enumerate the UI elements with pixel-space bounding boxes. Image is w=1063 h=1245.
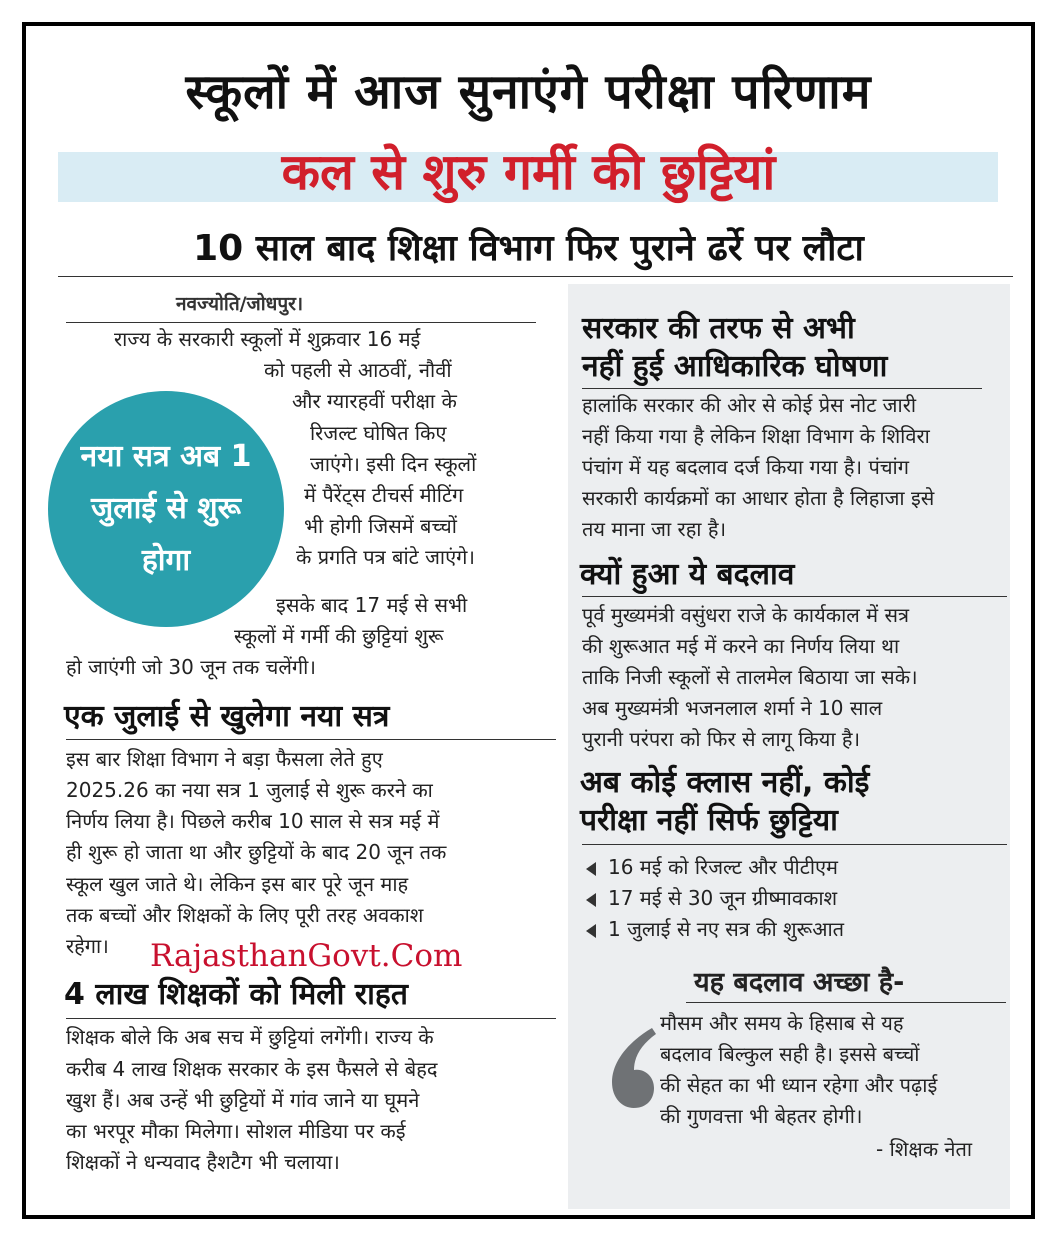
section-text-line: 2025.26 का नया सत्र 1 जुलाई से शुरू करने का <box>66 778 433 802</box>
headline-secondary: कल से शुरु गर्मी की छुट्टियां <box>281 143 776 201</box>
section-title: एक जुलाई से खुलेगा नया सत्र <box>64 699 390 734</box>
divider-rule <box>66 1018 556 1019</box>
divider-rule <box>582 844 1007 845</box>
list-item <box>586 914 1006 945</box>
intro-text-line: इसके बाद 17 मई से सभी <box>276 593 468 617</box>
circle-text: नया सत्र अब 1 जुलाई से शुरू होगा <box>80 439 252 578</box>
divider-rule <box>686 1002 1006 1003</box>
intro-text-line: हो जाएंगी जो 30 जून तक चलेंगी। <box>66 655 316 679</box>
section-title: नहीं हुई आधिकारिक घोषणा <box>582 349 888 384</box>
subheadline: 10 साल बाद शिक्षा विभाग फिर पुराने ढर्रे पर लौटा <box>193 228 864 269</box>
section-text-line: इस बार शिक्षा विभाग ने बड़ा फैसला लेते हुए <box>66 747 383 771</box>
list-item <box>586 852 1006 883</box>
list-item <box>586 883 1006 914</box>
intro-text-line: भी होगी जिसमें बच्चों <box>304 514 457 538</box>
section-title: अब कोई क्लास नहीं, कोई <box>580 765 870 800</box>
sidebar-text-line: अब मुख्यमंत्री भजनलाल शर्मा ने 10 साल <box>582 696 883 720</box>
headline-main: स्कूलों में आज सुनाएंगे परीक्षा परिणाम <box>185 64 872 120</box>
divider-rule <box>582 388 982 389</box>
quote-text-line: बदलाव बिल्कुल सही है। इससे बच्चों <box>660 1042 920 1066</box>
divider-rule <box>66 322 536 323</box>
section-text-line: ही शुरू हो जाता था और छुट्टियों के बाद 20 जून तक <box>66 840 447 864</box>
intro-text-line: को पहली से आठवीं, नौवीं <box>264 358 452 382</box>
section-text-line: निर्णय लिया है। पिछले करीब 10 साल से सत्र मई में <box>66 809 440 833</box>
quote-text-line: मौसम और समय के हिसाब से यह <box>660 1011 904 1035</box>
dateline: नवज्योति/जोधपुर। <box>176 293 304 315</box>
sidebar-text-line: नहीं किया गया है लेकिन शिक्षा विभाग के शिविरा <box>582 424 930 448</box>
list-item-text: 17 मई से 30 जून ग्रीष्मावकाश <box>608 886 838 910</box>
divider-rule <box>66 739 556 740</box>
sidebar-text-line: पुरानी परंपरा को फिर से लागू किया है। <box>582 727 861 751</box>
highlight-circle <box>48 391 284 627</box>
sidebar-text-line: हालांकि सरकार की ओर से कोई प्रेस नोट जारी <box>582 393 917 417</box>
intro-text-line: राज्य के सरकारी स्कूलों में शुक्रवार 16 मई <box>114 327 421 351</box>
sidebar-text-line: सरकारी कार्यक्रमों का आधार होता है लिहाजा इसे <box>582 486 935 510</box>
sidebar-text-line: की शुरूआत मई में करने का निर्णय लिया था <box>582 634 900 658</box>
intro-text-line: में पैरेंट्स टीचर्स मीटिंग <box>304 483 464 507</box>
quote-title: यह बदलाव अच्छा है- <box>694 967 905 998</box>
divider-rule <box>582 596 1007 597</box>
triangle-bullet-icon <box>586 924 596 938</box>
intro-text-line: के प्रगति पत्र बांटे जाएंगे। <box>296 545 476 569</box>
section-text-line: खुश हैं। अब उन्हें भी छुट्टियों में गांव जाने या घूमने <box>66 1088 420 1112</box>
triangle-bullet-icon <box>586 862 596 876</box>
intro-text-line: और ग्यारहवीं परीक्षा के <box>292 389 457 413</box>
triangle-bullet-icon <box>586 893 596 907</box>
section-text-line: का भरपूर मौका मिलेगा। सोशल मीडिया पर कई <box>66 1119 406 1143</box>
intro-text-line: जाएंगे। इसी दिन स्कूलों <box>310 452 477 476</box>
section-title: परीक्षा नहीं सिर्फ छुट्टिया <box>580 803 838 838</box>
intro-text-line: स्कूलों में गर्मी की छुट्टियां शुरू <box>234 624 444 648</box>
quote-text-line: की गुणवत्ता भी बेहतर होगी। <box>660 1104 863 1128</box>
intro-text-line: रिजल्ट घोषित किए <box>310 421 447 445</box>
section-title: क्यों हुआ ये बदलाव <box>580 557 795 592</box>
sidebar-text-line: ताकि निजी स्कूलों से तालमेल बिठाया जा सके। <box>582 665 918 689</box>
section-text-line: रहेगा। <box>66 934 109 958</box>
section-text-line: स्कूल खुल जाते थे। लेकिन इस बार पूरे जून माह <box>66 872 409 896</box>
sidebar-text-line: पंचांग में यह बदलाव दर्ज किया गया है। पंचांग <box>582 455 909 479</box>
list-item-text: 16 मई को रिजल्ट और पीटीएम <box>608 855 839 879</box>
sidebar-text-line: पूर्व मुख्यमंत्री वसुंधरा राजे के कार्यकाल में सत्र <box>582 603 910 627</box>
section-text-line: तक बच्चों और शिक्षकों के लिए पूरी तरह अवकाश <box>66 903 424 927</box>
newspaper-clipping <box>22 22 1035 1219</box>
sidebar-text-line: तय माना जा रहा है। <box>582 517 727 541</box>
watermark: RajasthanGovt.Com <box>150 938 463 974</box>
list-item-text: 1 जुलाई से नए सत्र की शुरूआत <box>608 917 845 941</box>
section-title: 4 लाख शिक्षकों को मिली राहत <box>64 977 408 1012</box>
section-text-line: शिक्षकों ने धन्यवाद हैशटैग भी चलाया। <box>66 1150 340 1174</box>
quote-mark-icon <box>604 1024 664 1112</box>
section-text-line: शिक्षक बोले कि अब सच में छुट्टियां लगेंगी। राज्य के <box>66 1025 434 1049</box>
quote-attribution: - शिक्षक नेता <box>876 1137 973 1161</box>
section-text-line: करीब 4 लाख शिक्षक सरकार के इस फैसले से बेहद <box>66 1057 438 1081</box>
section-title: सरकार की तरफ से अभी <box>582 311 855 346</box>
quote-text-line: की सेहत का भी ध्यान रहेगा और पढ़ाई <box>660 1073 938 1097</box>
divider-rule <box>58 276 1013 277</box>
